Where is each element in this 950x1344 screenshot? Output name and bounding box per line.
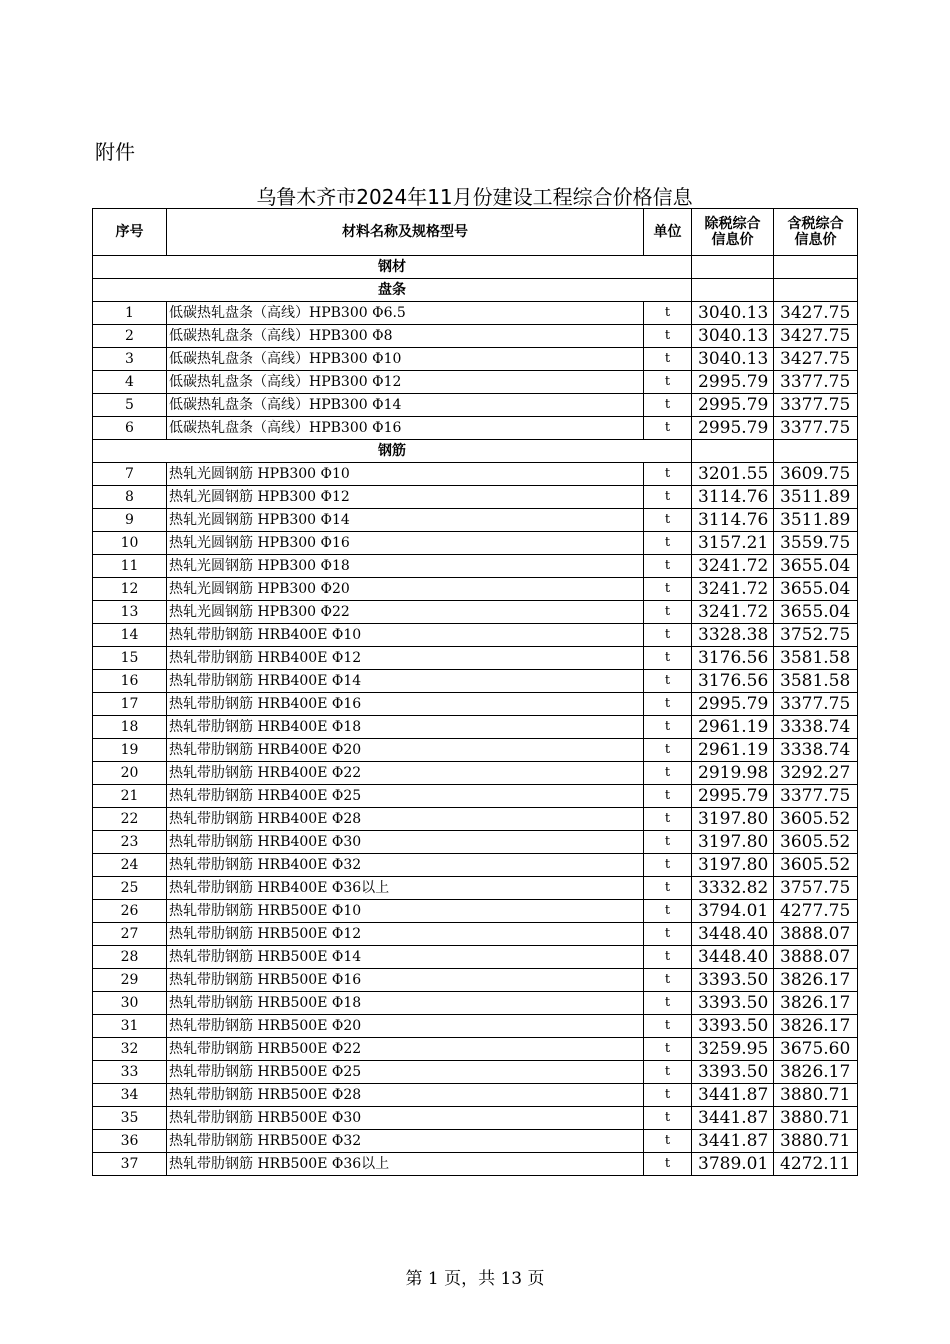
in-tax-price: 3609.75 bbox=[774, 463, 858, 486]
table-row bbox=[93, 647, 858, 670]
in-tax-price: 3377.75 bbox=[774, 785, 858, 808]
in-tax-price: 3511.89 bbox=[774, 509, 858, 532]
unit-cell: t bbox=[644, 1038, 692, 1061]
material-name: 热轧带肋钢筋 HRB500E Φ18 bbox=[167, 992, 644, 1015]
in-tax-price: 3880.71 bbox=[774, 1130, 858, 1153]
ex-tax-price: 2961.19 bbox=[692, 716, 774, 739]
table-row bbox=[93, 969, 858, 992]
section-empty-in-tax bbox=[774, 440, 858, 463]
table-row bbox=[93, 1038, 858, 1061]
material-name: 热轧光圆钢筋 HPB300 Φ10 bbox=[167, 463, 644, 486]
table-row bbox=[93, 486, 858, 509]
in-tax-price: 3377.75 bbox=[774, 693, 858, 716]
table-row bbox=[93, 716, 858, 739]
unit-cell: t bbox=[644, 394, 692, 417]
item-number: 27 bbox=[93, 923, 167, 946]
ex-tax-price: 3448.40 bbox=[692, 946, 774, 969]
unit-cell: t bbox=[644, 877, 692, 900]
ex-tax-price: 3241.72 bbox=[692, 601, 774, 624]
table-row bbox=[93, 992, 858, 1015]
item-number: 22 bbox=[93, 808, 167, 831]
ex-tax-price: 3176.56 bbox=[692, 670, 774, 693]
material-name: 热轧带肋钢筋 HRB400E Φ28 bbox=[167, 808, 644, 831]
ex-tax-price: 3176.56 bbox=[692, 647, 774, 670]
section-empty-ex-tax bbox=[692, 256, 774, 279]
unit-cell: t bbox=[644, 900, 692, 923]
table-row bbox=[93, 946, 858, 969]
in-tax-price: 3757.75 bbox=[774, 877, 858, 900]
material-name: 热轧带肋钢筋 HRB500E Φ16 bbox=[167, 969, 644, 992]
in-tax-price: 3377.75 bbox=[774, 417, 858, 440]
item-number: 1 bbox=[93, 302, 167, 325]
material-name: 热轧带肋钢筋 HRB400E Φ16 bbox=[167, 693, 644, 716]
table-row bbox=[93, 463, 858, 486]
table-row bbox=[93, 601, 858, 624]
page-title: 乌鲁木齐市2024年11月份建设工程综合价格信息 bbox=[256, 185, 693, 209]
in-tax-price: 3826.17 bbox=[774, 1061, 858, 1084]
material-name: 低碳热轧盘条（高线）HPB300 Φ8 bbox=[167, 325, 644, 348]
section-row bbox=[93, 256, 858, 279]
column-header-in-tax-price-text: 含税综合 信息价 bbox=[787, 216, 844, 248]
item-number: 24 bbox=[93, 854, 167, 877]
ex-tax-price: 3241.72 bbox=[692, 578, 774, 601]
material-name: 热轧带肋钢筋 HRB400E Φ12 bbox=[167, 647, 644, 670]
table-row bbox=[93, 555, 858, 578]
ex-tax-price: 3328.38 bbox=[692, 624, 774, 647]
ex-tax-price: 3393.50 bbox=[692, 969, 774, 992]
item-number: 6 bbox=[93, 417, 167, 440]
material-name: 热轧带肋钢筋 HRB400E Φ36以上 bbox=[167, 877, 644, 900]
material-name: 热轧带肋钢筋 HRB400E Φ20 bbox=[167, 739, 644, 762]
unit-cell: t bbox=[644, 716, 692, 739]
in-tax-price: 3338.74 bbox=[774, 739, 858, 762]
in-tax-price: 3605.52 bbox=[774, 808, 858, 831]
unit-cell: t bbox=[644, 325, 692, 348]
material-name: 热轧光圆钢筋 HPB300 Φ12 bbox=[167, 486, 644, 509]
in-tax-price: 3888.07 bbox=[774, 923, 858, 946]
table-row bbox=[93, 394, 858, 417]
table-row bbox=[93, 509, 858, 532]
table-row bbox=[93, 624, 858, 647]
item-number: 7 bbox=[93, 463, 167, 486]
ex-tax-price: 3441.87 bbox=[692, 1107, 774, 1130]
material-name: 热轧带肋钢筋 HRB500E Φ20 bbox=[167, 1015, 644, 1038]
ex-tax-price: 3441.87 bbox=[692, 1084, 774, 1107]
in-tax-price: 3880.71 bbox=[774, 1107, 858, 1130]
table-row bbox=[93, 785, 858, 808]
ex-tax-price: 3794.01 bbox=[692, 900, 774, 923]
unit-cell: t bbox=[644, 463, 692, 486]
unit-cell: t bbox=[644, 1061, 692, 1084]
material-name: 热轧光圆钢筋 HPB300 Φ20 bbox=[167, 578, 644, 601]
in-tax-price: 3427.75 bbox=[774, 325, 858, 348]
ex-tax-price: 3040.13 bbox=[692, 348, 774, 371]
item-number: 5 bbox=[93, 394, 167, 417]
item-number: 23 bbox=[93, 831, 167, 854]
unit-cell: t bbox=[644, 1130, 692, 1153]
item-number: 32 bbox=[93, 1038, 167, 1061]
table-row bbox=[93, 1107, 858, 1130]
item-number: 13 bbox=[93, 601, 167, 624]
table-row bbox=[93, 578, 858, 601]
in-tax-price: 3581.58 bbox=[774, 647, 858, 670]
table-row bbox=[93, 693, 858, 716]
unit-cell: t bbox=[644, 1153, 692, 1176]
attachment-label: 附件 bbox=[95, 140, 135, 164]
table-header-row bbox=[93, 209, 858, 256]
section-label: 钢筋 bbox=[93, 440, 692, 463]
column-header-ex-tax-price-text: 除税综合 信息价 bbox=[704, 216, 761, 248]
section-empty-ex-tax bbox=[692, 440, 774, 463]
table-row bbox=[93, 900, 858, 923]
unit-cell: t bbox=[644, 670, 692, 693]
ex-tax-price: 3197.80 bbox=[692, 808, 774, 831]
table-row bbox=[93, 877, 858, 900]
item-number: 4 bbox=[93, 371, 167, 394]
table-row bbox=[93, 371, 858, 394]
column-header-no: 序号 bbox=[93, 209, 167, 256]
unit-cell: t bbox=[644, 693, 692, 716]
ex-tax-price: 3157.21 bbox=[692, 532, 774, 555]
unit-cell: t bbox=[644, 992, 692, 1015]
material-name: 热轧带肋钢筋 HRB400E Φ30 bbox=[167, 831, 644, 854]
item-number: 8 bbox=[93, 486, 167, 509]
material-name: 热轧带肋钢筋 HRB500E Φ25 bbox=[167, 1061, 644, 1084]
unit-cell: t bbox=[644, 923, 692, 946]
unit-cell: t bbox=[644, 647, 692, 670]
unit-cell: t bbox=[644, 1107, 692, 1130]
unit-cell: t bbox=[644, 1015, 692, 1038]
table-row bbox=[93, 739, 858, 762]
material-name: 热轧带肋钢筋 HRB400E Φ22 bbox=[167, 762, 644, 785]
item-number: 9 bbox=[93, 509, 167, 532]
in-tax-price: 3338.74 bbox=[774, 716, 858, 739]
in-tax-price: 3826.17 bbox=[774, 969, 858, 992]
table-row bbox=[93, 532, 858, 555]
in-tax-price: 3655.04 bbox=[774, 601, 858, 624]
item-number: 26 bbox=[93, 900, 167, 923]
table-row bbox=[93, 1084, 858, 1107]
item-number: 3 bbox=[93, 348, 167, 371]
material-name: 热轧带肋钢筋 HRB400E Φ18 bbox=[167, 716, 644, 739]
material-name: 热轧光圆钢筋 HPB300 Φ16 bbox=[167, 532, 644, 555]
material-name: 热轧带肋钢筋 HRB400E Φ25 bbox=[167, 785, 644, 808]
section-label: 钢材 bbox=[93, 256, 692, 279]
section-row bbox=[93, 279, 858, 302]
table-row bbox=[93, 762, 858, 785]
in-tax-price: 3427.75 bbox=[774, 302, 858, 325]
item-number: 2 bbox=[93, 325, 167, 348]
in-tax-price: 3880.71 bbox=[774, 1084, 858, 1107]
item-number: 11 bbox=[93, 555, 167, 578]
section-empty-in-tax bbox=[774, 279, 858, 302]
unit-cell: t bbox=[644, 348, 692, 371]
material-name: 低碳热轧盘条（高线）HPB300 Φ14 bbox=[167, 394, 644, 417]
ex-tax-price: 2995.79 bbox=[692, 394, 774, 417]
ex-tax-price: 3393.50 bbox=[692, 1015, 774, 1038]
ex-tax-price: 3040.13 bbox=[692, 325, 774, 348]
material-name: 低碳热轧盘条（高线）HPB300 Φ12 bbox=[167, 371, 644, 394]
ex-tax-price: 3441.87 bbox=[692, 1130, 774, 1153]
in-tax-price: 4277.75 bbox=[774, 900, 858, 923]
unit-cell: t bbox=[644, 808, 692, 831]
unit-cell: t bbox=[644, 762, 692, 785]
item-number: 19 bbox=[93, 739, 167, 762]
item-number: 30 bbox=[93, 992, 167, 1015]
unit-cell: t bbox=[644, 417, 692, 440]
ex-tax-price: 3332.82 bbox=[692, 877, 774, 900]
table-row bbox=[93, 1015, 858, 1038]
in-tax-price: 3605.52 bbox=[774, 854, 858, 877]
item-number: 33 bbox=[93, 1061, 167, 1084]
material-name: 热轧带肋钢筋 HRB500E Φ14 bbox=[167, 946, 644, 969]
table-row bbox=[93, 670, 858, 693]
column-header-unit: 单位 bbox=[644, 209, 692, 256]
table-row bbox=[93, 417, 858, 440]
table-row bbox=[93, 1061, 858, 1084]
item-number: 21 bbox=[93, 785, 167, 808]
page-footer: 第 1 页，共 13 页 bbox=[405, 1269, 545, 1289]
unit-cell: t bbox=[644, 578, 692, 601]
ex-tax-price: 3393.50 bbox=[692, 992, 774, 1015]
ex-tax-price: 3114.76 bbox=[692, 486, 774, 509]
material-name: 热轧带肋钢筋 HRB500E Φ32 bbox=[167, 1130, 644, 1153]
column-header-in-tax-price bbox=[774, 209, 858, 256]
unit-cell: t bbox=[644, 601, 692, 624]
unit-cell: t bbox=[644, 739, 692, 762]
material-name: 热轧带肋钢筋 HRB500E Φ36以上 bbox=[167, 1153, 644, 1176]
table-body bbox=[93, 256, 858, 1176]
material-name: 热轧带肋钢筋 HRB500E Φ10 bbox=[167, 900, 644, 923]
item-number: 34 bbox=[93, 1084, 167, 1107]
unit-cell: t bbox=[644, 509, 692, 532]
item-number: 20 bbox=[93, 762, 167, 785]
ex-tax-price: 2995.79 bbox=[692, 785, 774, 808]
in-tax-price: 3559.75 bbox=[774, 532, 858, 555]
ex-tax-price: 2961.19 bbox=[692, 739, 774, 762]
in-tax-price: 3605.52 bbox=[774, 831, 858, 854]
in-tax-price: 3888.07 bbox=[774, 946, 858, 969]
in-tax-price: 3292.27 bbox=[774, 762, 858, 785]
unit-cell: t bbox=[644, 371, 692, 394]
unit-cell: t bbox=[644, 532, 692, 555]
material-name: 热轧光圆钢筋 HPB300 Φ18 bbox=[167, 555, 644, 578]
column-header-name: 材料名称及规格型号 bbox=[167, 209, 644, 256]
unit-cell: t bbox=[644, 302, 692, 325]
unit-cell: t bbox=[644, 555, 692, 578]
table-row bbox=[93, 1130, 858, 1153]
section-empty-in-tax bbox=[774, 256, 858, 279]
item-number: 12 bbox=[93, 578, 167, 601]
item-number: 28 bbox=[93, 946, 167, 969]
ex-tax-price: 2995.79 bbox=[692, 371, 774, 394]
in-tax-price: 3581.58 bbox=[774, 670, 858, 693]
unit-cell: t bbox=[644, 486, 692, 509]
material-name: 热轧带肋钢筋 HRB500E Φ12 bbox=[167, 923, 644, 946]
in-tax-price: 3655.04 bbox=[774, 578, 858, 601]
ex-tax-price: 2995.79 bbox=[692, 417, 774, 440]
item-number: 18 bbox=[93, 716, 167, 739]
unit-cell: t bbox=[644, 969, 692, 992]
table-row bbox=[93, 1153, 858, 1176]
ex-tax-price: 3448.40 bbox=[692, 923, 774, 946]
section-empty-ex-tax bbox=[692, 279, 774, 302]
unit-cell: t bbox=[644, 854, 692, 877]
table-row bbox=[93, 831, 858, 854]
in-tax-price: 3427.75 bbox=[774, 348, 858, 371]
item-number: 16 bbox=[93, 670, 167, 693]
section-row bbox=[93, 440, 858, 463]
unit-cell: t bbox=[644, 831, 692, 854]
item-number: 36 bbox=[93, 1130, 167, 1153]
in-tax-price: 3826.17 bbox=[774, 992, 858, 1015]
in-tax-price: 3377.75 bbox=[774, 394, 858, 417]
ex-tax-price: 3197.80 bbox=[692, 831, 774, 854]
in-tax-price: 3655.04 bbox=[774, 555, 858, 578]
ex-tax-price: 3789.01 bbox=[692, 1153, 774, 1176]
item-number: 31 bbox=[93, 1015, 167, 1038]
ex-tax-price: 3040.13 bbox=[692, 302, 774, 325]
material-name: 热轧带肋钢筋 HRB500E Φ30 bbox=[167, 1107, 644, 1130]
item-number: 35 bbox=[93, 1107, 167, 1130]
item-number: 17 bbox=[93, 693, 167, 716]
section-label: 盘条 bbox=[93, 279, 692, 302]
ex-tax-price: 3259.95 bbox=[692, 1038, 774, 1061]
item-number: 15 bbox=[93, 647, 167, 670]
unit-cell: t bbox=[644, 1084, 692, 1107]
ex-tax-price: 2919.98 bbox=[692, 762, 774, 785]
price-table bbox=[92, 208, 858, 1176]
item-number: 29 bbox=[93, 969, 167, 992]
in-tax-price: 3752.75 bbox=[774, 624, 858, 647]
material-name: 热轧带肋钢筋 HRB400E Φ10 bbox=[167, 624, 644, 647]
in-tax-price: 3511.89 bbox=[774, 486, 858, 509]
item-number: 14 bbox=[93, 624, 167, 647]
ex-tax-price: 3241.72 bbox=[692, 555, 774, 578]
table-row bbox=[93, 348, 858, 371]
ex-tax-price: 3114.76 bbox=[692, 509, 774, 532]
table-row bbox=[93, 808, 858, 831]
ex-tax-price: 3197.80 bbox=[692, 854, 774, 877]
unit-cell: t bbox=[644, 946, 692, 969]
table-row bbox=[93, 325, 858, 348]
material-name: 热轧带肋钢筋 HRB400E Φ32 bbox=[167, 854, 644, 877]
material-name: 低碳热轧盘条（高线）HPB300 Φ10 bbox=[167, 348, 644, 371]
unit-cell: t bbox=[644, 785, 692, 808]
material-name: 热轧光圆钢筋 HPB300 Φ22 bbox=[167, 601, 644, 624]
material-name: 热轧光圆钢筋 HPB300 Φ14 bbox=[167, 509, 644, 532]
table-row bbox=[93, 923, 858, 946]
column-header-ex-tax-price bbox=[692, 209, 774, 256]
material-name: 热轧带肋钢筋 HRB500E Φ28 bbox=[167, 1084, 644, 1107]
material-name: 低碳热轧盘条（高线）HPB300 Φ16 bbox=[167, 417, 644, 440]
table-row bbox=[93, 854, 858, 877]
unit-cell: t bbox=[644, 624, 692, 647]
ex-tax-price: 3393.50 bbox=[692, 1061, 774, 1084]
in-tax-price: 3675.60 bbox=[774, 1038, 858, 1061]
table-row bbox=[93, 302, 858, 325]
in-tax-price: 3826.17 bbox=[774, 1015, 858, 1038]
material-name: 热轧带肋钢筋 HRB400E Φ14 bbox=[167, 670, 644, 693]
item-number: 10 bbox=[93, 532, 167, 555]
in-tax-price: 4272.11 bbox=[774, 1153, 858, 1176]
in-tax-price: 3377.75 bbox=[774, 371, 858, 394]
material-name: 热轧带肋钢筋 HRB500E Φ22 bbox=[167, 1038, 644, 1061]
item-number: 25 bbox=[93, 877, 167, 900]
ex-tax-price: 3201.55 bbox=[692, 463, 774, 486]
material-name: 低碳热轧盘条（高线）HPB300 Φ6.5 bbox=[167, 302, 644, 325]
ex-tax-price: 2995.79 bbox=[692, 693, 774, 716]
item-number: 37 bbox=[93, 1153, 167, 1176]
